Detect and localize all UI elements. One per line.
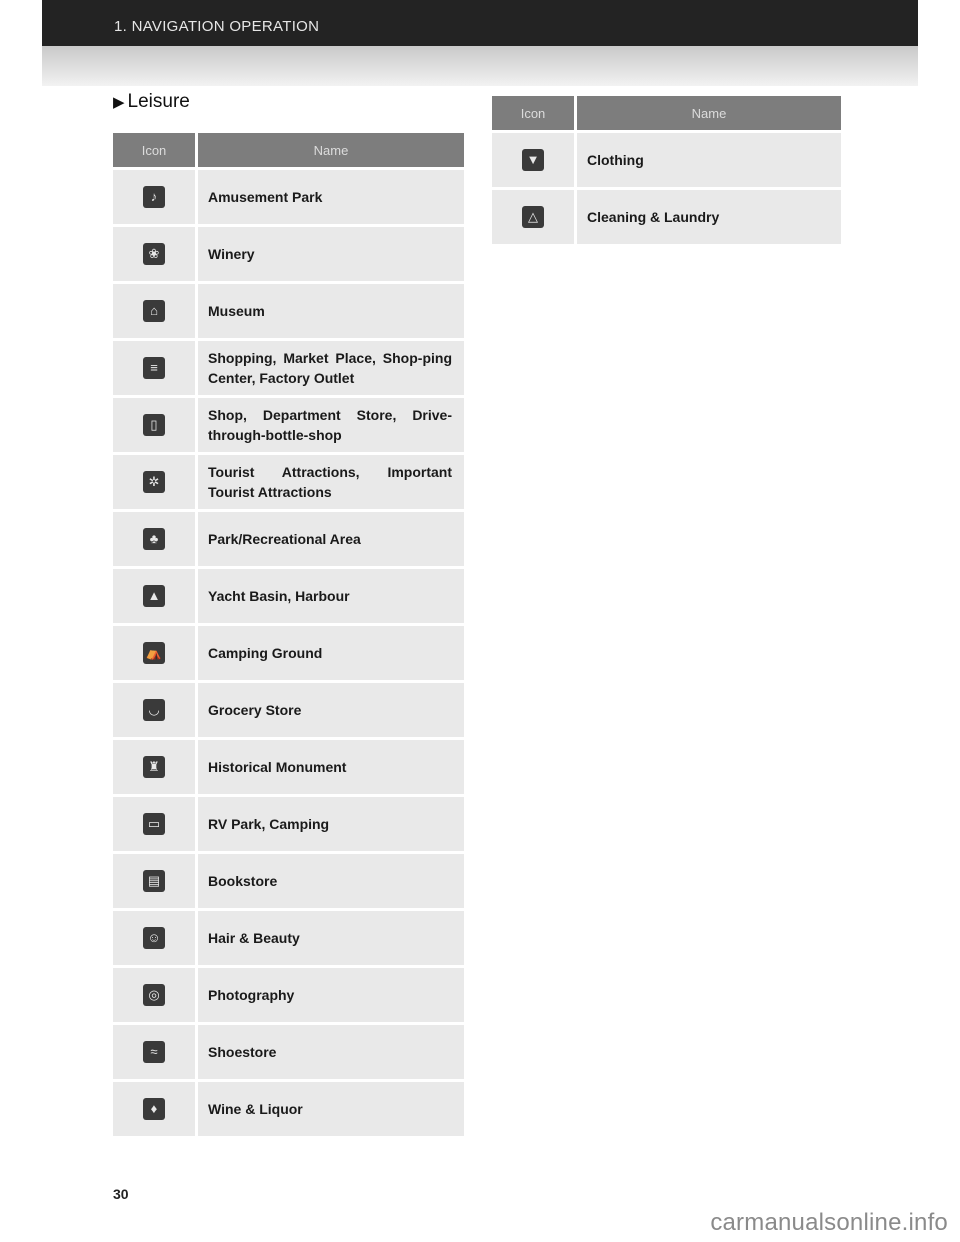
icon-cell xyxy=(492,189,576,245)
name-cell: Amusement Park xyxy=(197,169,465,226)
name-cell: RV Park, Camping xyxy=(197,796,465,853)
triangle-bullet-icon: ▶ xyxy=(113,94,125,111)
name-cell: Photography xyxy=(197,967,465,1024)
table-row xyxy=(113,1024,464,1081)
name-cell: Hair & Beauty xyxy=(197,910,465,967)
table-row xyxy=(113,568,464,625)
name-cell: Bookstore xyxy=(197,853,465,910)
icon-cell xyxy=(113,568,197,625)
icon-cell xyxy=(113,397,197,454)
sailboat-icon: ▲ xyxy=(143,585,165,607)
leisure-icon-table xyxy=(113,133,464,1136)
icon-cell xyxy=(492,132,576,189)
column-header-icon: Icon xyxy=(113,133,197,169)
name-cell: Camping Ground xyxy=(197,625,465,682)
column-header-name: Name xyxy=(576,96,842,132)
tent-icon: ⛺ xyxy=(143,642,165,664)
book-icon: ▤ xyxy=(143,870,165,892)
clothing-icon-table xyxy=(492,96,841,244)
tourist-attraction-icon: ✲ xyxy=(143,471,165,493)
table-row xyxy=(113,682,464,739)
shoe-icon: ≈ xyxy=(143,1041,165,1063)
wine-bottle-icon: ♦ xyxy=(143,1098,165,1120)
table-row xyxy=(113,397,464,454)
grocery-basket-icon: ◡ xyxy=(143,699,165,721)
icon-cell xyxy=(113,910,197,967)
table-row xyxy=(113,169,464,226)
rv-caravan-icon: ▭ xyxy=(143,813,165,835)
name-cell: Shop, Department Store, Drive-through-bottle-shop xyxy=(197,397,465,454)
camera-icon: ◎ xyxy=(143,984,165,1006)
name-cell: Shoestore xyxy=(197,1024,465,1081)
table-row xyxy=(113,226,464,283)
table-row xyxy=(113,967,464,1024)
table-header-row xyxy=(113,133,464,169)
icon-cell xyxy=(113,796,197,853)
icon-cell xyxy=(113,1024,197,1081)
header-bar xyxy=(42,0,918,46)
name-cell: Grocery Store xyxy=(197,682,465,739)
shopping-bag-icon: ▯ xyxy=(143,414,165,436)
table-row xyxy=(113,283,464,340)
icon-cell xyxy=(113,511,197,568)
table-row xyxy=(492,189,841,245)
name-cell: Museum xyxy=(197,283,465,340)
tshirt-icon: ▼ xyxy=(522,149,544,171)
name-cell: Tourist Attractions, Important Tourist Attractions xyxy=(197,454,465,511)
table-row xyxy=(113,625,464,682)
name-cell: Clothing xyxy=(576,132,842,189)
amusement-park-icon: ♪ xyxy=(143,186,165,208)
icon-cell xyxy=(113,739,197,796)
shopping-cart-icon: ≡ xyxy=(143,357,165,379)
winery-icon: ❀ xyxy=(143,243,165,265)
header-shadow-band xyxy=(42,46,918,86)
park-bench-icon: ♣ xyxy=(143,528,165,550)
icon-cell xyxy=(113,967,197,1024)
icon-cell xyxy=(113,169,197,226)
icon-cell xyxy=(113,454,197,511)
table-row xyxy=(113,796,464,853)
name-cell: Yacht Basin, Harbour xyxy=(197,568,465,625)
table-row xyxy=(113,1081,464,1137)
column-header-name: Name xyxy=(197,133,465,169)
table-row xyxy=(113,853,464,910)
table-row xyxy=(492,132,841,189)
hair-beauty-icon: ☺ xyxy=(143,927,165,949)
section-title xyxy=(113,91,190,113)
table-row xyxy=(113,511,464,568)
table-row xyxy=(113,340,464,397)
section-title-text: Leisure xyxy=(127,91,190,112)
monument-icon: ♜ xyxy=(143,756,165,778)
icon-cell xyxy=(113,226,197,283)
icon-cell xyxy=(113,853,197,910)
table-header-row xyxy=(492,96,841,132)
icon-cell xyxy=(113,625,197,682)
table-row xyxy=(113,454,464,511)
hanger-icon: △ xyxy=(522,206,544,228)
name-cell: Wine & Liquor xyxy=(197,1081,465,1137)
icon-cell xyxy=(113,283,197,340)
table-row xyxy=(113,739,464,796)
icon-cell xyxy=(113,340,197,397)
name-cell: Park/Recreational Area xyxy=(197,511,465,568)
name-cell: Historical Monument xyxy=(197,739,465,796)
icon-cell xyxy=(113,682,197,739)
table-row xyxy=(113,910,464,967)
page-number: 30 xyxy=(113,1186,129,1202)
name-cell: Shopping, Market Place, Shop-ping Center, Factory Outlet xyxy=(197,340,465,397)
museum-icon: ⌂ xyxy=(143,300,165,322)
icon-cell xyxy=(113,1081,197,1137)
header-title: 1. NAVIGATION OPERATION xyxy=(114,18,320,35)
name-cell: Cleaning & Laundry xyxy=(576,189,842,245)
column-header-icon: Icon xyxy=(492,96,576,132)
name-cell: Winery xyxy=(197,226,465,283)
watermark-text: carmanualsonline.info xyxy=(710,1209,948,1236)
